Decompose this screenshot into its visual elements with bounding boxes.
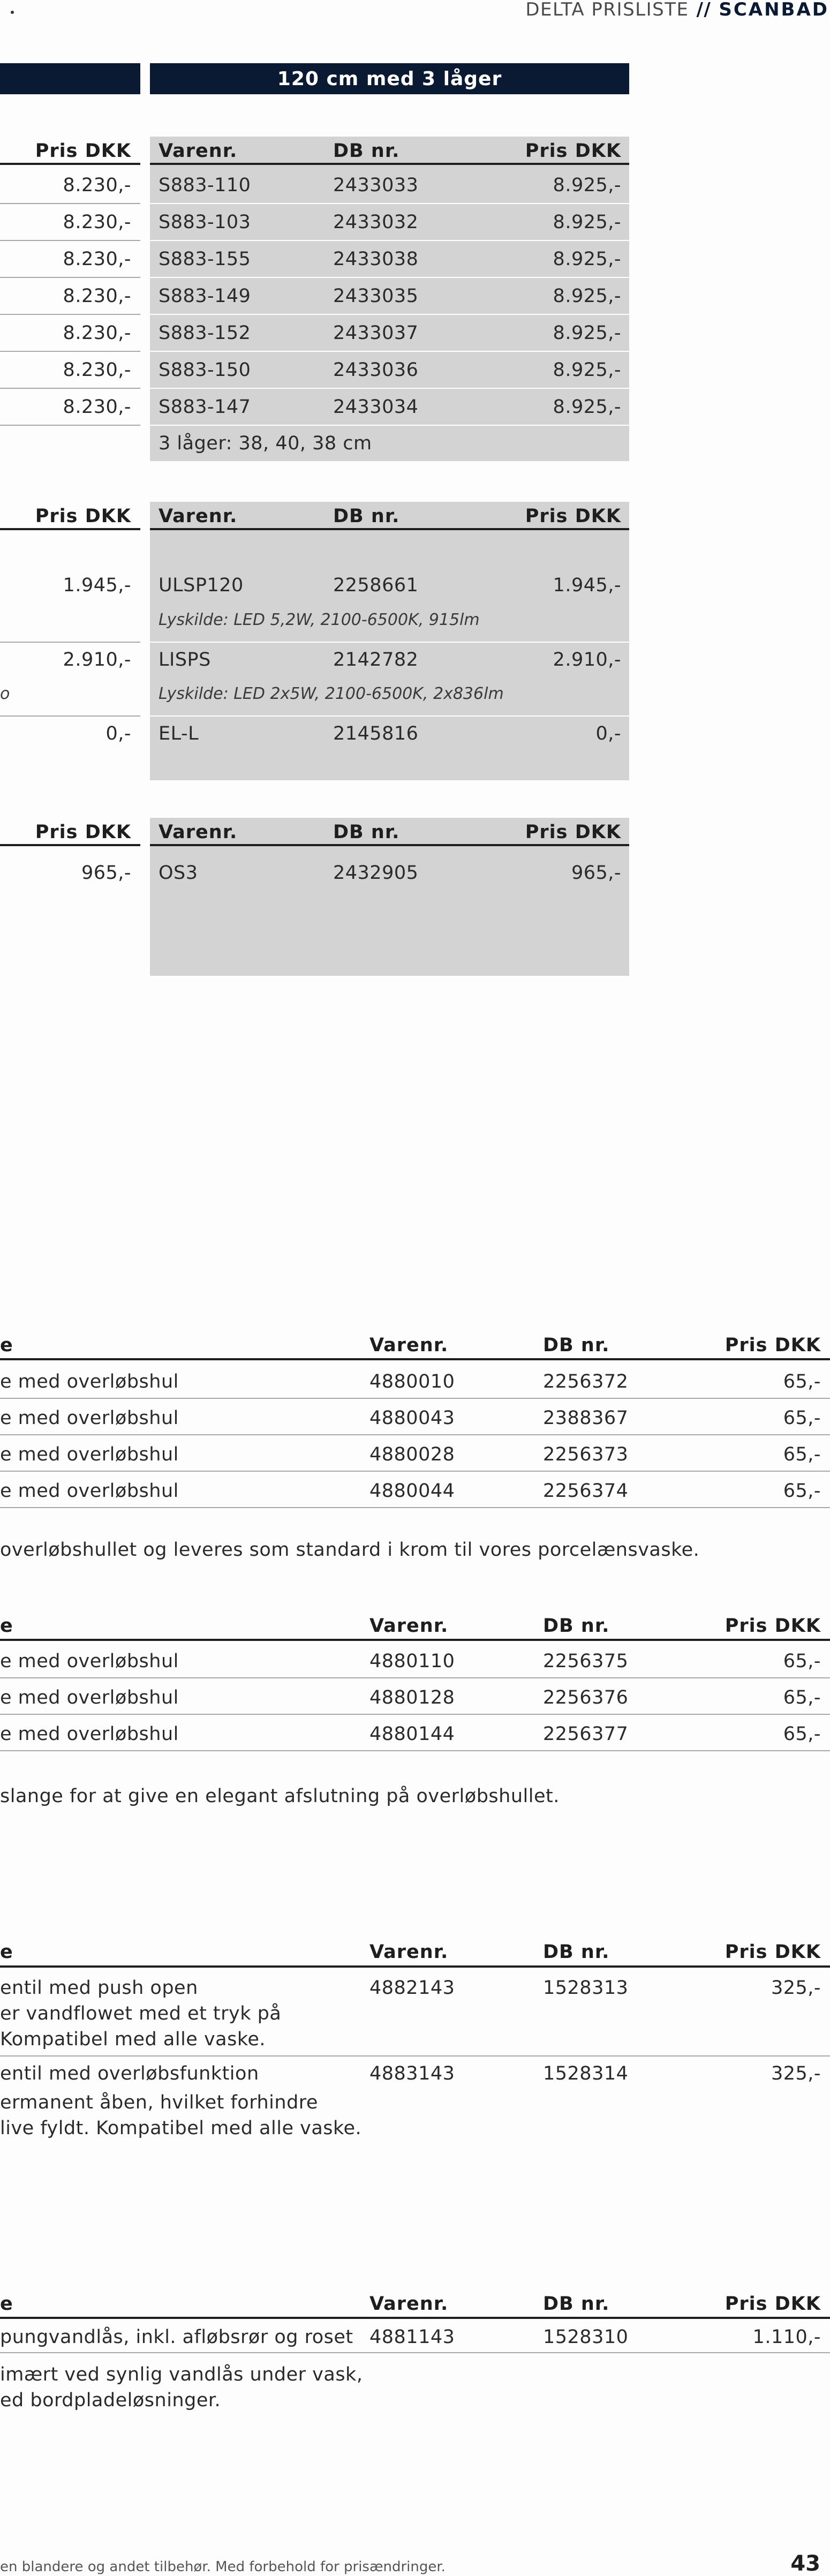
header-title: DELTA PRISLISTE [525,0,689,20]
caps-price: 65,- [783,1651,821,1672]
right-dbnr: 2433032 [333,212,419,233]
left-header-line [0,844,140,846]
right-section-title: 120 cm med 3 låger [277,67,502,90]
left-section-bar [0,63,140,94]
footer-text: en blandere og andet tilbehør. Med forbehold for prisændringer. [0,2559,446,2575]
os-price: 965,- [571,862,621,884]
valves-price-header: Pris DKK [725,1941,821,1963]
row-divider [150,351,629,352]
row-divider [0,2055,830,2057]
caps-varenr: 4880043 [369,1407,455,1429]
left-header-line [0,528,140,530]
light-price: 2.910,- [553,649,621,671]
left-price: 8.230,- [63,322,131,344]
light-header-line [150,528,629,530]
right-price: 8.925,- [553,359,621,381]
right-price: 8.925,- [553,212,621,233]
trap-note-line: ed bordpladeløsninger. [0,2390,221,2411]
page-number: 43 [790,2551,820,2576]
right-varenr: S883-150 [159,359,251,381]
row-divider [0,1677,830,1678]
os-dbnr: 2432905 [333,862,419,884]
caps2-note: slange for at give en elegant afslutning på overløbshullet. [0,1786,560,1807]
valve-desc-line: entil med overløbsfunktion [0,2063,259,2084]
light-desc: Lyskilde: LED 2x5W, 2100-6500K, 2x836lm [159,684,504,703]
caps-desc: e med overløbshul [0,1651,179,1672]
caps-desc: e med overløbshul [0,1407,179,1429]
right-dbnr: 2433036 [333,359,419,381]
caps-varenr: 4880010 [369,1371,455,1392]
caps-dbnr: 2388367 [543,1407,629,1429]
header-separator: // [696,0,712,20]
left-price-header: Pris DKK [35,140,131,162]
valve-desc-line: Kompatibel med alle vaske. [0,2029,266,2050]
row-divider [0,425,140,426]
right-dbnr: 2433037 [333,322,419,344]
caps-desc: e med overløbshul [0,1480,179,1502]
light-dbnr: 2142782 [333,649,419,671]
left-price-header: Pris DKK [35,822,131,843]
os-header-line [150,844,629,846]
light-desc: Lyskilde: LED 5,2W, 2100-6500K, 915lm [159,611,480,629]
left-fragment: o [0,684,10,703]
valve-dbnr: 1528314 [543,2063,629,2084]
trap-price-header: Pris DKK [725,2293,821,2315]
caps-price: 65,- [783,1480,821,1502]
right-dbnr: 2433038 [333,248,419,270]
caps-price: 65,- [783,1444,821,1465]
caps-desc: e med overløbshul [0,1723,179,1745]
row-divider [150,388,629,389]
light-dbnr-header: DB nr. [333,506,400,527]
row-divider [150,425,629,426]
left-price: 965,- [81,862,131,884]
caps-note: overløbshullet og leveres som standard i krom til vores porcelænsvaske. [0,1539,700,1561]
right-price: 8.925,- [553,322,621,344]
caps-varenr-header: Varenr. [369,1335,449,1356]
caps-varenr: 4880144 [369,1723,455,1745]
right-varenr: S883-155 [159,248,251,270]
row-divider [0,1434,830,1435]
right-varenr: S883-103 [159,212,251,233]
valve-dbnr: 1528313 [543,1977,629,1999]
trap-dbnr: 1528310 [543,2326,629,2348]
right-header-line [150,163,629,165]
valve-desc-line: er vandflowet med et tryk på [0,2003,282,2024]
right-dbnr: 2433033 [333,175,419,196]
caps-dbnr: 2256377 [543,1723,629,1745]
caps-header-line [0,1358,830,1360]
right-varenr: S883-152 [159,322,251,344]
light-varenr-header: Varenr. [159,506,238,527]
os-price-header: Pris DKK [525,822,621,843]
caps2-dbnr-header: DB nr. [543,1615,610,1637]
row-divider [0,240,140,241]
right-dbnr: 2433035 [333,285,419,307]
row-divider [150,642,629,643]
valves-header-line [0,1965,830,1968]
right-varenr: S883-147 [159,396,251,418]
valve-price: 325,- [771,1977,821,1999]
light-varenr: ULSP120 [159,575,244,596]
caps-varenr: 4880028 [369,1444,455,1465]
caps-price-header: Pris DKK [725,1335,821,1356]
right-price: 8.925,- [553,175,621,196]
caps-dbnr: 2256373 [543,1444,629,1465]
caps-varenr: 4880128 [369,1687,455,1708]
caps-dbnr: 2256376 [543,1687,629,1708]
left-price: 8.230,- [63,175,131,196]
valves-varenr-header: Varenr. [369,1941,449,1963]
caps-desc: e med overløbshul [0,1687,179,1708]
caps-price: 65,- [783,1371,821,1392]
right-varenr: S883-110 [159,175,251,196]
right-price: 8.925,- [553,396,621,418]
trap-desc-header: e [0,2293,13,2315]
trap-desc: pungvandlås, inkl. afløbsrør og roset [0,2326,353,2348]
left-header-line [0,163,140,165]
light-price: 0,- [595,723,621,744]
light-dbnr: 2258661 [333,575,419,596]
valve-price: 325,- [771,2063,821,2084]
trap-dbnr-header: DB nr. [543,2293,610,2315]
caps-varenr: 4880044 [369,1480,455,1502]
valve-varenr: 4882143 [369,1977,455,1999]
row-divider [150,240,629,241]
right-price-header: Pris DKK [525,140,621,162]
trap-varenr-header: Varenr. [369,2293,449,2315]
caps2-desc-header: e [0,1615,13,1637]
light-varenr: LISPS [159,649,211,671]
row-divider [0,1398,830,1399]
row-divider [0,388,140,389]
caps-dbnr: 2256372 [543,1371,629,1392]
left-price: 0,- [105,723,131,744]
left-price: 8.230,- [63,212,131,233]
row-divider [150,277,629,278]
row-divider [0,1714,830,1715]
light-price: 1.945,- [553,575,621,596]
caps-price: 65,- [783,1723,821,1745]
right-varenr-header: Varenr. [159,140,238,162]
right-section-bar [150,63,629,94]
row-divider [0,1750,830,1751]
caps-dbnr-header: DB nr. [543,1335,610,1356]
caps-dbnr: 2256374 [543,1480,629,1502]
caps-desc-header: e [0,1335,13,1356]
header-brand: SCANBAD [719,0,829,20]
os-varenr: OS3 [159,862,198,884]
right-price: 8.925,- [553,248,621,270]
left-price: 8.230,- [63,359,131,381]
row-divider [150,314,629,315]
right-dbnr: 2433034 [333,396,419,418]
right-price: 8.925,- [553,285,621,307]
caps-price: 65,- [783,1687,821,1708]
left-price-header: Pris DKK [35,506,131,527]
trap-header-line [0,2317,830,2319]
caps-price: 65,- [783,1407,821,1429]
caps-desc: e med overløbshul [0,1371,179,1392]
valve-desc-line: live fyldt. Kompatibel med alle vaske. [0,2118,362,2139]
valves-dbnr-header: DB nr. [543,1941,610,1963]
row-divider [0,314,140,315]
valve-desc-line: ermanent åben, hvilket forhindre [0,2092,318,2113]
row-divider [0,351,140,352]
valves-desc-header: e [0,1941,13,1963]
row-divider [0,715,140,717]
left-price: 8.230,- [63,396,131,418]
right-varenr: S883-149 [159,285,251,307]
left-price: 8.230,- [63,248,131,270]
row-divider [0,2352,830,2353]
os-varenr-header: Varenr. [159,822,238,843]
light-price-header: Pris DKK [525,506,621,527]
row-divider [0,1471,830,1472]
row-divider [150,203,629,204]
trap-varenr: 4881143 [369,2326,455,2348]
row-divider [0,277,140,278]
caps2-header-line [0,1639,830,1641]
right-dbnr-header: DB nr. [333,140,400,162]
row-divider [150,715,629,717]
valve-desc-line: entil med push open [0,1977,198,1999]
left-price: 8.230,- [63,285,131,307]
left-price: 2.910,- [63,649,131,671]
caps2-varenr-header: Varenr. [369,1615,449,1637]
light-varenr: EL-L [159,723,199,744]
trap-note-line: imært ved synlig vandlås under vask, [0,2364,363,2385]
page-header [525,0,829,20]
row-divider [0,642,140,643]
os-dbnr-header: DB nr. [333,822,400,843]
caps-dbnr: 2256375 [543,1651,629,1672]
caps-varenr: 4880110 [369,1651,455,1672]
trap-price: 1.110,- [752,2326,821,2348]
right-table-note: 3 låger: 38, 40, 38 cm [159,433,372,454]
valve-varenr: 4883143 [369,2063,455,2084]
row-divider [0,203,140,204]
caps2-price-header: Pris DKK [725,1615,821,1637]
left-price: 1.945,- [63,575,131,596]
bullet-dot-icon [11,11,14,14]
caps-desc: e med overløbshul [0,1444,179,1465]
row-divider [0,1507,830,1508]
light-dbnr: 2145816 [333,723,419,744]
